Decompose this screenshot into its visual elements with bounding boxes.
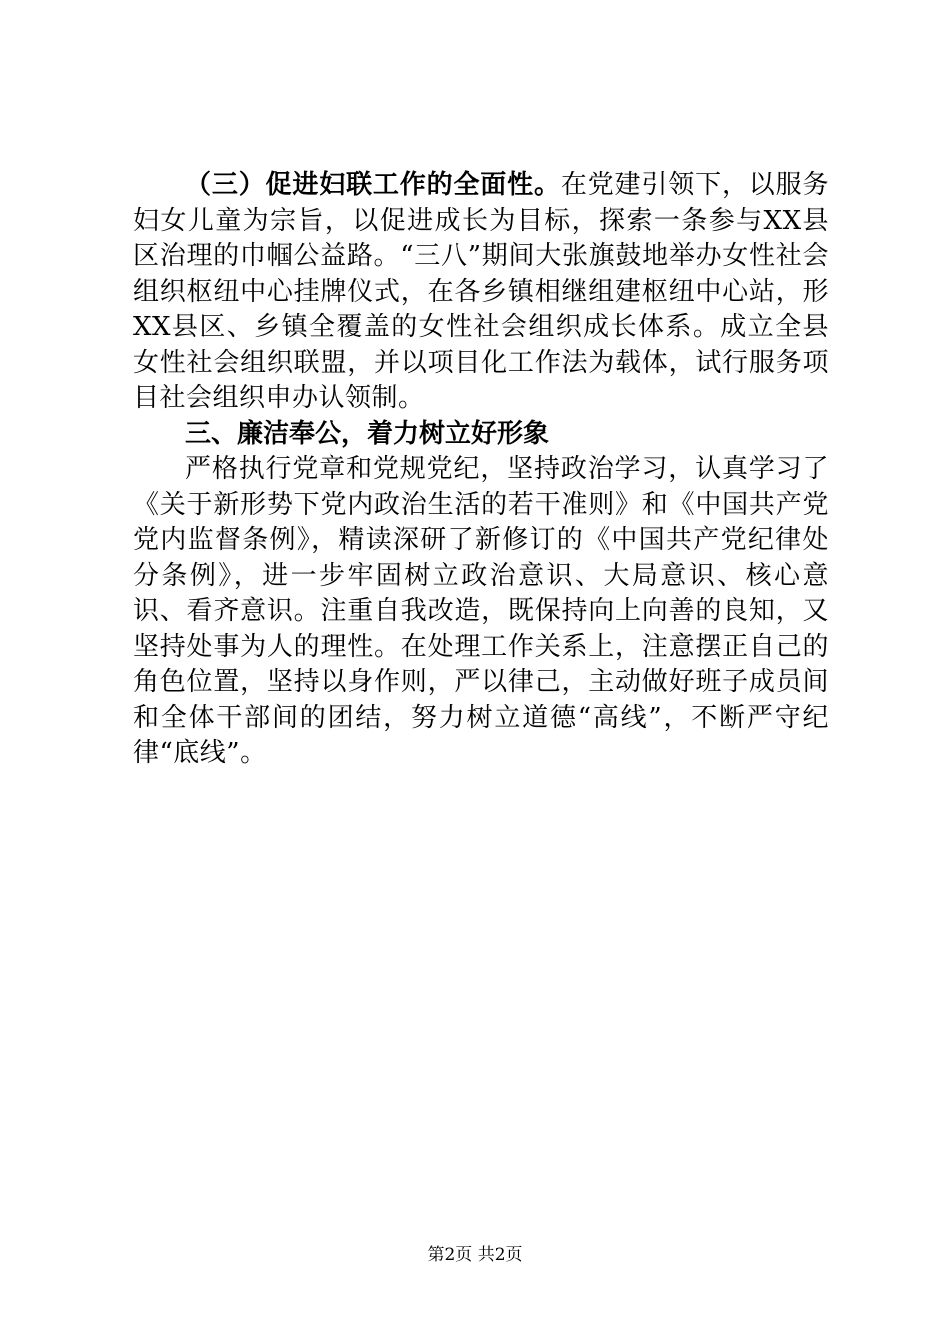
paragraph-integrity: 严格执行党章和党规党纪，坚持政治学习，认真学习了《关于新形势下党内政治生活的若干准则》和《中国共产党党内监督条例》，精读深研了新修订的《中国共产党纪律处分条例》，进一步牢固树立政治意识、大局意识、核心意识、看齐意识。注重自我改造，既保持向上向善的良知，又坚持处事为人的理性。在处理工作关系上，注意摆正自己的角色位置，坚持以身作则，严以律己，主动做好班子成员间和全体干部间的团结，努力树立道德“高线”，不断严守纪律“底线”。 [133, 454, 829, 768]
paragraph-women-federation [133, 168, 829, 417]
paragraph-text: 在党建引领下，以服务妇女儿童为宗旨，以促进成长为目标，探索一条参与XX县区治理的巾帼公益路。“三八”期间大张旗鼓地举办女性社会组织枢纽中心挂牌仪式，在各乡镇相继组建枢纽中心站，形XX县区、乡镇全覆盖的女性社会组织成长体系。成立全县女性社会组织联盟，并以项目化工作法为载体，试行服务项目社会组织申办认领制。 [133, 170, 829, 413]
section-heading: 三、廉洁奉公，着力树立好形象 [185, 418, 550, 449]
paragraph-lead: （三）促进妇联工作的全面性。 [185, 170, 561, 200]
document-body [133, 168, 829, 772]
page-footer: 第2页 共2页 [427, 1245, 523, 1265]
